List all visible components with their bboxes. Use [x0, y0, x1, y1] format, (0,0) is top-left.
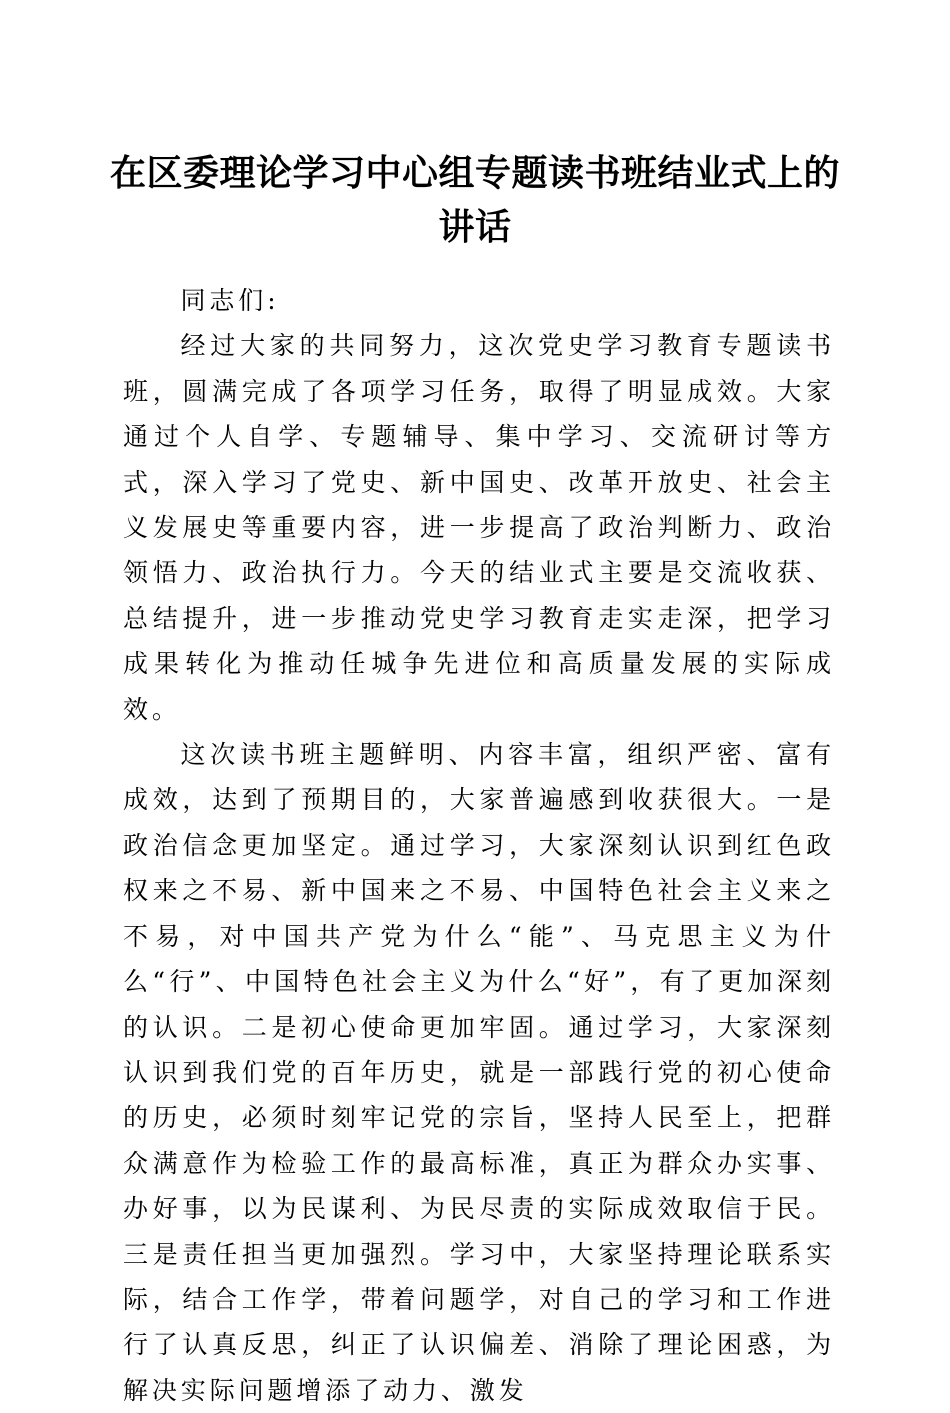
document-body [123, 278, 835, 1413]
greeting: 同志们: [180, 286, 280, 315]
paragraph-2: 这次读书班主题鲜明、内容丰富，组织严密、富有成效，达到了预期目的，大家普遍感到收获很大。一是政治信念更加坚定。通过学习，大家深刻认识到红色政权来之不易、新中国来之不易、中国特色社会主义来之不易，对中国共产党为什么“能”、马克思主义为什么“行”、中国特色社会主义为什么“好”，有了更加深刻的认识。二是初心使命更加牢固。通过学习，大家深刻认识到我们党的百年历史，就是一部践行党的初心使命的历史，必须时刻牢记党的宗旨，坚持人民至上，把群众满意作为检验工作的最高标准，真正为群众办实事、办好事，以为民谋利、为民尽责的实际成效取信于民。三是责任担当更加强烈。学习中，大家坚持理论联系实际，结合工作学，带着问题学，对自己的学习和工作进行了认真反思，纠正了认识偏差、消除了理论困惑，为解决实际问题增添了动力、激发 [123, 740, 835, 1405]
document-title: 在区委理论学习中心组专题读书班结业式上的讲话 [110, 152, 841, 248]
paragraph-1: 经过大家的共同努力，这次党史学习教育专题读书班，圆满完成了各项学习任务，取得了明显成效。大家通过个人自学、专题辅导、集中学习、交流研讨等方式，深入学习了党史、新中国史、改革开放史、社会主义发展史等重要内容，进一步提高了政治判断力、政治领悟力、政治执行力。今天的结业式主要是交流收获、总结提升，进一步推动党史学习教育走实走深，把学习成果转化为推动任城争先进位和高质量发展的实际成效。 [123, 331, 835, 724]
